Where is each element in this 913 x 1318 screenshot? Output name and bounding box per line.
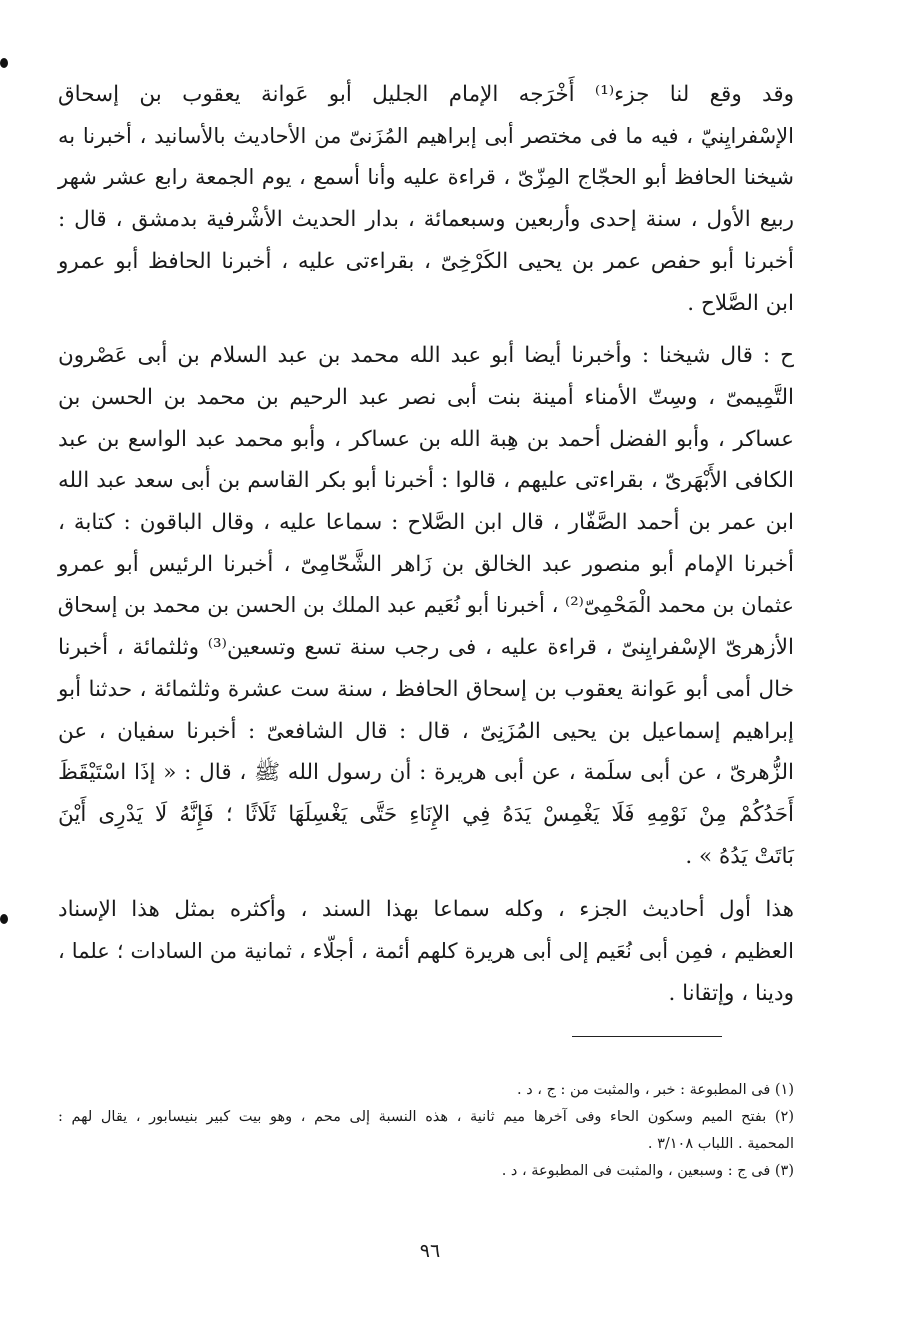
text-line: الزُّهرىّ ، عن أبى سلَمة ، عن أبى هريرة : أن رسول الله ﷺ ، قال : « إذَا اسْتَيْقَظَ (58, 760, 794, 786)
text-line: العظيم ، فمِن أبى نُعَيم إلى أبى هريرة كلهم أئمة ، أجلّاء ، ثمانية من السادات ؛ علما ، (58, 939, 794, 964)
text-line: أخبرنا أبو حفص عمر بن يحيى الكَرْخِىّ ، بقراءتى عليه ، أخبرنا الحافظ أبو عمرو (58, 248, 794, 274)
text-line: هذا أول أحاديث الجزء ، وكله سماعا بهذا السند ، وأكثره بمثل هذا الإسناد (58, 897, 794, 923)
page-number: ٩٦ (419, 1240, 441, 1262)
text-line: شيخنا الحافظ أبو الحجّاج المِزّىّ ، قراءة عليه وأنا أسمع ، يوم الجمعة رابع عشر شهر (58, 165, 794, 190)
text-line: ح : قال شيخنا : وأخبرنا أيضا أبو عبد الله محمد بن عبد السلام بن أبى عَصْرون (58, 343, 794, 369)
text-line: ربيع الأول ، سنة إحدى وأربعين وسبعمائة ، بدار الحديث الأشْرفية بدمشق ، قال : (58, 207, 794, 233)
page-body (58, 74, 794, 1014)
text-line: عساكر ، وأبو الفضل أحمد بن هِبة الله بن عساكر ، وأبو محمد عبد الواسع بن عبد (58, 426, 794, 452)
footnote-1: (١) فى المطبوعة : خبر ، والمثبت من : ج ، د . (517, 1082, 794, 1098)
paragraph-2 (58, 335, 794, 877)
text-line: الكافى الأَبْهَرىّ ، بقراءتى عليهم ، قالوا : أخبرنا أبو بكر القاسم بن أبى سعد عبد الله (58, 468, 794, 494)
text-line: عثمان بن محمد الْمَحْمِىّ⁽²⁾ ، أخبرنا أبو نُعَيم عبد الملك بن الحسن بن محمد بن إسحاق (57, 593, 794, 618)
footnote-3: (٣) فى ج : وسبعين ، والمثبت فى المطبوعة ، د . (501, 1163, 794, 1179)
text-line: أخبرنا الإمام أبو منصور عبد الخالق بن زَاهر الشَّحّامِىّ ، أخبرنا الرئيس أبو عمرو (58, 551, 794, 577)
text-line: التَّمِيمىّ ، وسِتّ الأمناء أمينة بنت أبى نصر عبد الرحيم بن محمد بن الحسن بن (58, 384, 794, 410)
text-line: إبراهيم إسماعيل بن يحيى المُزَنِىّ ، قال : قال الشافعىّ : أخبرنا سفيان ، عن (58, 718, 794, 744)
text-line: خال أمى أبو عَوانة يعقوب بن إسحاق الحافظ ، سنة ست عشرة وثلثمائة ، حدثنا أبو (58, 676, 794, 702)
margin-mark-top (0, 58, 8, 68)
footnotes (58, 1077, 794, 1185)
margin-mark-middle (0, 914, 8, 924)
text-line: أَحَدُكُمْ مِنْ نَوْمِهِ فَلَا يَغْمِسْ يَدَهُ فِي الإِنَاءِ حَتَّى يَغْسِلَهَا ثَلَاثًا ؛ فَإِنَّهُ لَا يَدْرِى أَيْنَ (58, 801, 794, 827)
text-line: الإسْفرايِنيّ ، فيه ما فى مختصر أبى إبراهيم المُزَنىّ من الأحاديث بالأسانيد ، أخبرنا به (58, 123, 794, 148)
footnote-2: (٢) بفتح الميم وسكون الحاء وفى آخرها ميم ثانية ، هذه النسبة إلى محم ، وهو بيت كبير بنيسابور ، يقال لهم : (58, 1109, 794, 1125)
text-line: بَاتَتْ يَدُهُ » . (685, 843, 794, 869)
text-line: وقد وقع لنا جزء⁽¹⁾ أَخْرَجه الإمام الجليل أبو عَوانة يعقوب بن إسحاق (58, 82, 794, 107)
text-line: ودينا ، وإتقانا . (668, 980, 794, 1006)
footnote-2-continued: المحمية . اللباب ٣/١٠٨ . (647, 1136, 794, 1152)
text-line: الأزهرىّ الإسْفرايِنىّ ، قراءة عليه ، فى رجب سنة تسع وتسعين⁽³⁾ وثلثمائة ، أخبرنا (58, 635, 795, 661)
text-line: ابن الصَّلاح . (687, 290, 794, 316)
text-line: ابن عمر بن أحمد الصَّفّار ، قال ابن الصَّلاح : سماعا عليه ، وقال الباقون : كتابة ، (58, 510, 794, 536)
paragraph-3 (58, 889, 794, 1014)
footnote-separator (572, 1036, 722, 1037)
paragraph-1 (58, 74, 794, 324)
